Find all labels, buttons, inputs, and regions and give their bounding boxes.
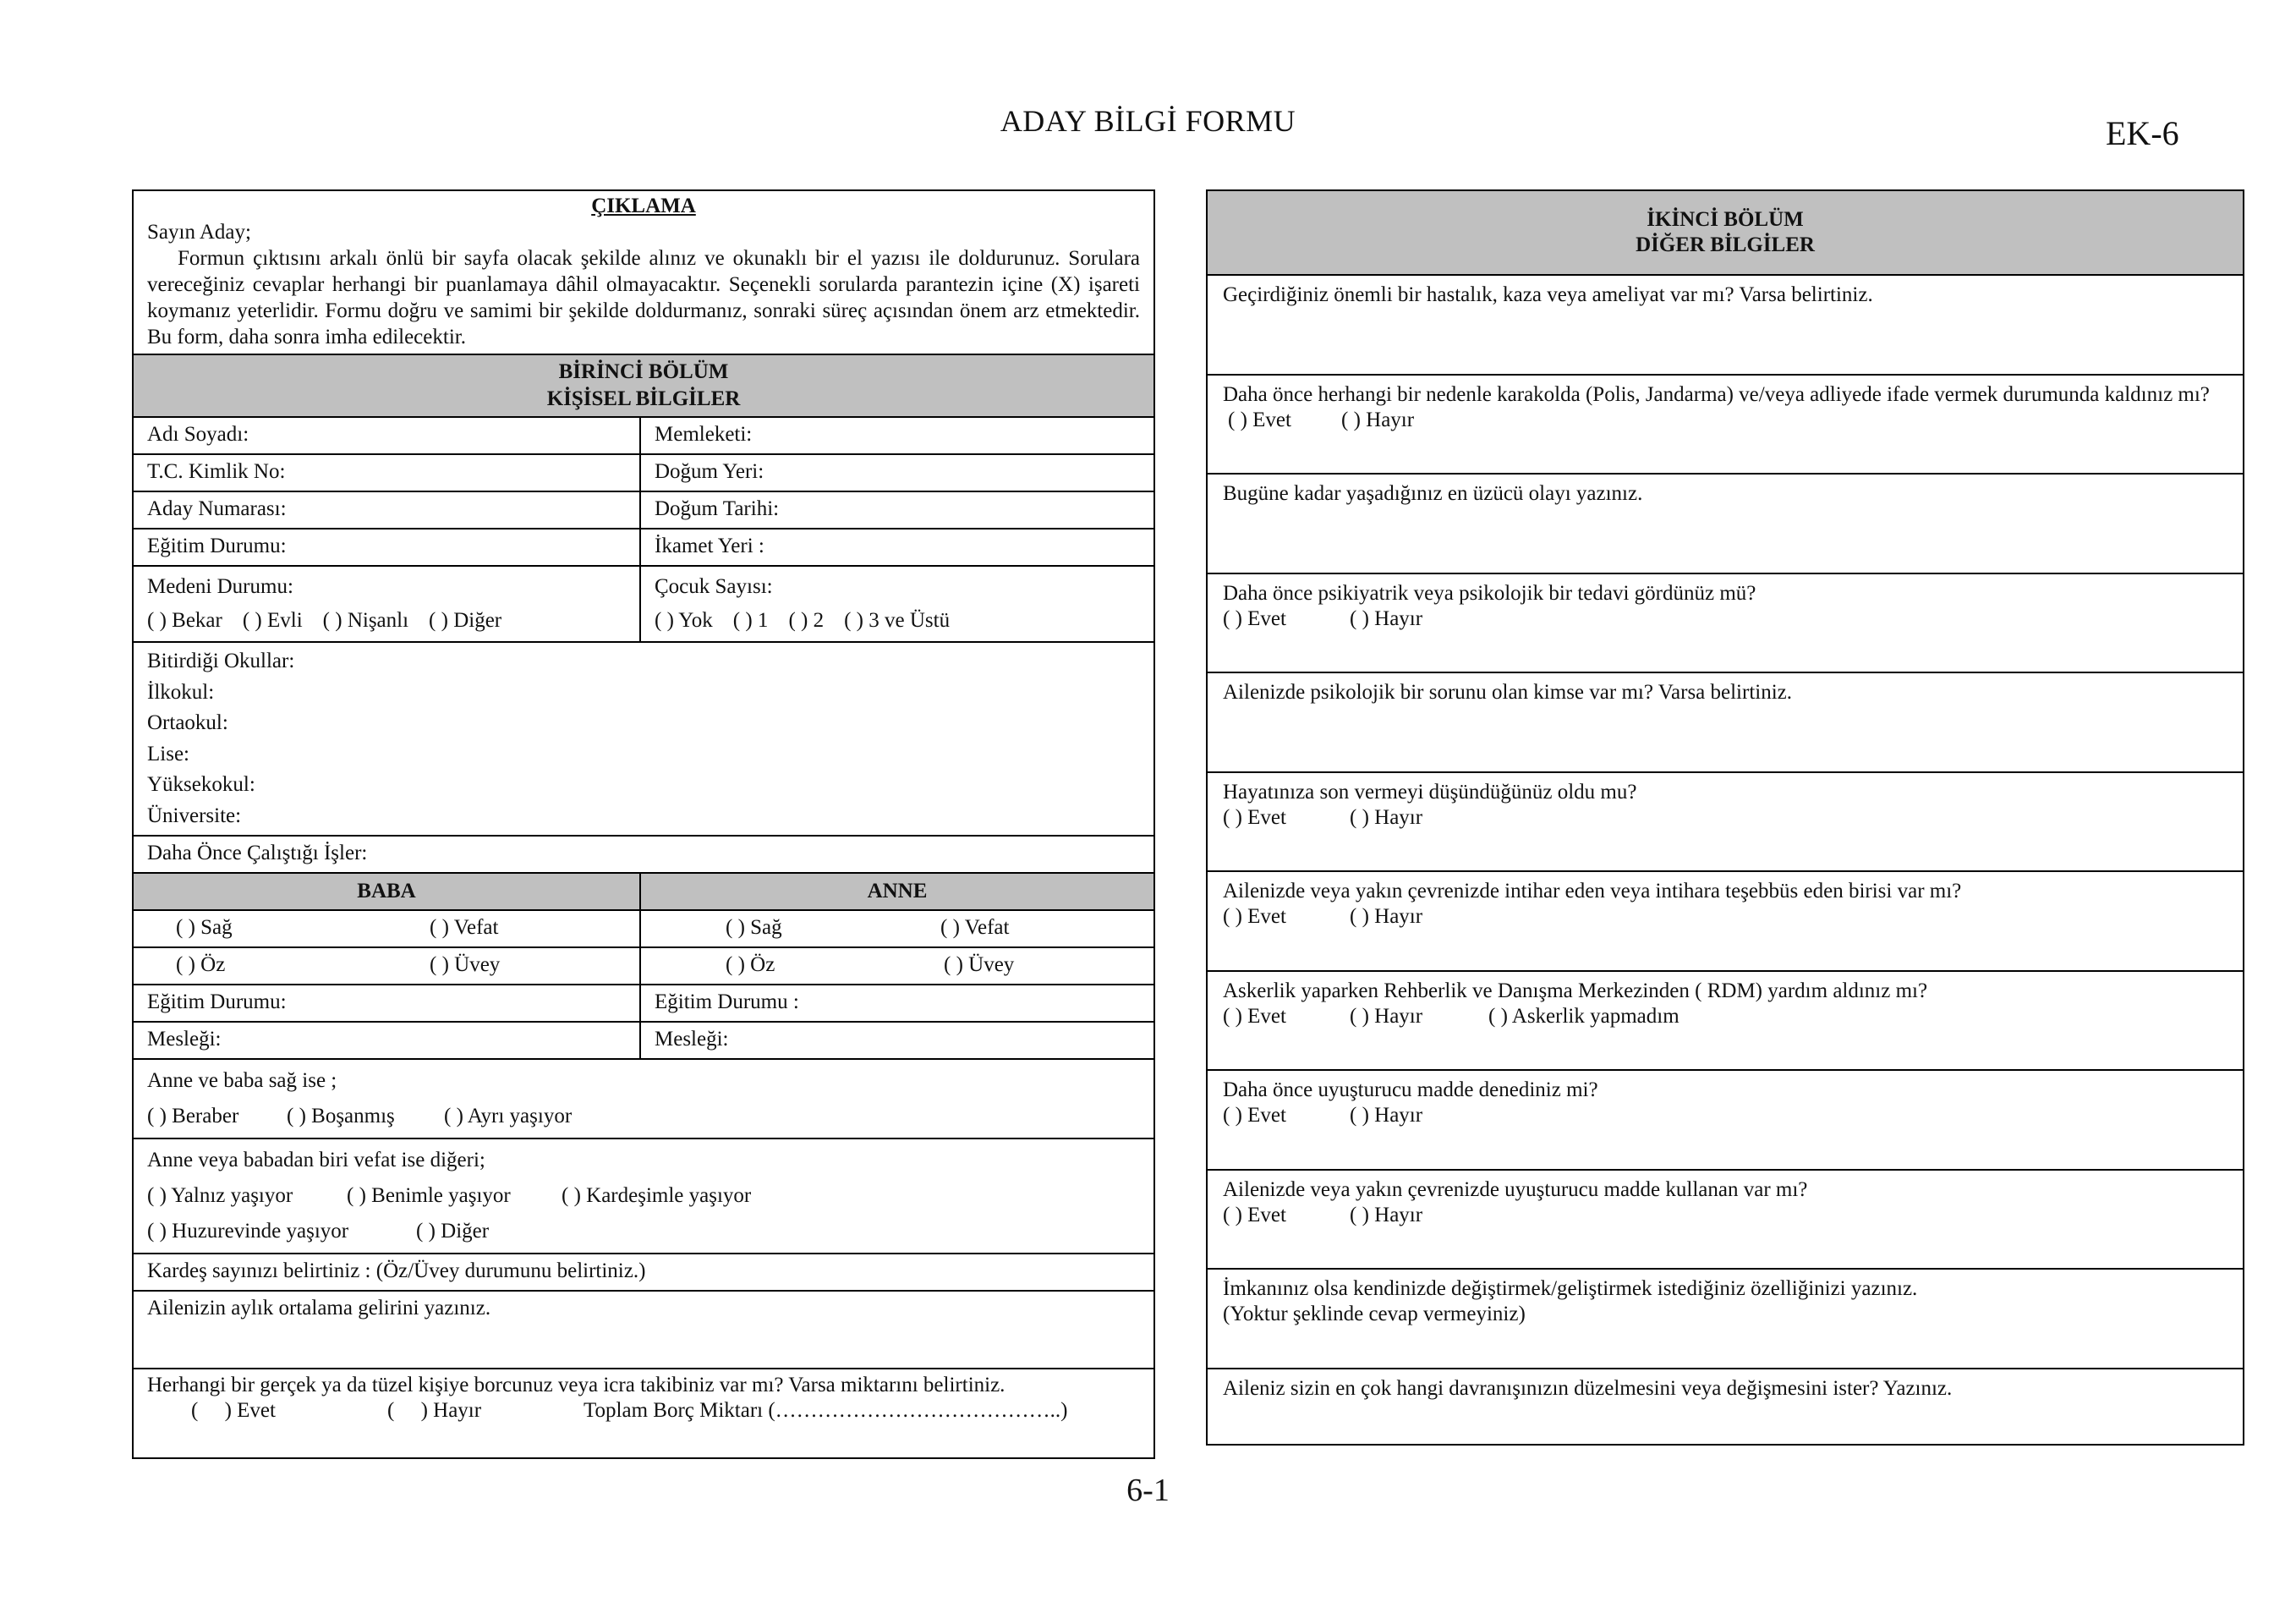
q12-cell[interactable] <box>1207 1369 2244 1445</box>
dogum-yeri-field[interactable]: Doğum Yeri: <box>640 454 1154 491</box>
cocuk-3-option[interactable]: ( ) 3 ve Üstü <box>844 609 951 632</box>
aciklama-box <box>133 190 1154 354</box>
cocuk-sayisi-label: Çocuk Sayısı: <box>655 575 773 598</box>
q6-hayir-option[interactable]: ( ) Hayır <box>1350 806 1423 829</box>
q4-evet-option[interactable]: ( ) Evet <box>1223 607 1286 630</box>
section1-header <box>133 354 1154 417</box>
huzurevinde-option[interactable]: ( ) Huzurevinde yaşıyor <box>147 1220 349 1243</box>
section1-table <box>132 189 1155 1459</box>
aday-numarasi-field[interactable]: Aday Numarası: <box>133 491 640 529</box>
q8-askerlik-yapmadim-option[interactable]: ( ) Askerlik yapmadım <box>1488 1005 1680 1028</box>
q9-text: Daha önce uyuşturucu madde denediniz mi? <box>1223 1078 1598 1101</box>
section1-title: BİRİNCİ BÖLÜM <box>558 360 729 383</box>
q1-text: Geçirdiğiniz önemli bir hastalık, kaza veya ameliyat var mı? Varsa belirtiniz. <box>1223 283 1873 306</box>
q9-cell <box>1207 1070 2244 1170</box>
anne-egitim-field[interactable]: Eğitim Durumu : <box>640 985 1154 1022</box>
q4-hayir-option[interactable]: ( ) Hayır <box>1350 607 1423 630</box>
ayri-yasiyor-option[interactable]: ( ) Ayrı yaşıyor <box>444 1105 573 1127</box>
medeni-bekar-option[interactable]: ( ) Bekar <box>147 609 222 632</box>
baba-uvey-option[interactable]: ( ) Üvey <box>430 953 501 976</box>
annex-label: EK-6 <box>2106 114 2179 152</box>
kardesimle-yasiyor-option[interactable]: ( ) Kardeşimle yaşıyor <box>562 1184 752 1207</box>
memleketi-field[interactable]: Memleketi: <box>640 417 1154 454</box>
vefat-ise-cell <box>133 1138 1154 1254</box>
vefat-ise-label: Anne veya babadan biri vefat ise diğeri; <box>147 1149 485 1171</box>
q9-evet-option[interactable]: ( ) Evet <box>1223 1104 1286 1127</box>
q10-evet-option[interactable]: ( ) Evet <box>1223 1204 1286 1226</box>
q2-hayir-option[interactable]: ( ) Hayır <box>1341 409 1415 431</box>
tc-kimlik-field[interactable]: T.C. Kimlik No: <box>133 454 640 491</box>
beraber-option[interactable]: ( ) Beraber <box>147 1105 239 1127</box>
q1-cell[interactable] <box>1207 275 2244 375</box>
section2-header <box>1207 190 2244 275</box>
aylik-gelir-field[interactable]: Ailenizin aylık ortalama gelirini yazınız. <box>133 1291 1154 1369</box>
borc-miktari-field[interactable]: Toplam Borç Miktarı (…………………………………..) <box>584 1399 1068 1422</box>
page-number: 6-1 <box>1126 1473 1170 1508</box>
borc-evet-option[interactable]: ( ) Evet <box>191 1399 276 1422</box>
q3-text: Bugüne kadar yaşadığınız en üzücü olayı yazınız. <box>1223 482 1643 505</box>
bosanmis-option[interactable]: ( ) Boşanmış <box>287 1105 395 1127</box>
okullar-cell[interactable] <box>133 642 1154 836</box>
aciklama-text: Formun çıktısını arkalı önlü bir sayfa olacak şekilde alınız ve okunaklı bir el yazısı ile doldurunuz. Sorulara vereceğiniz cevaplar herhangi bir puanlamaya dâhil olmayacaktır. Seçenekli sorularda parantezin içine (X) işareti koymanız yeterlidir. Formu doğru ve samimi bir şekilde doldurmanız, sonraki süreç açısından önem arz etmektedir. Bu form, daha sonra imha edilecektir. <box>147 247 1140 348</box>
aciklama-greeting: Sayın Aday; <box>147 221 251 244</box>
q6-cell <box>1207 772 2244 871</box>
q6-text: Hayatınıza son vermeyi düşündüğünüz oldu mu? <box>1223 781 1637 804</box>
section2-table <box>1206 189 2244 1446</box>
page-title: ADAY BİLGİ FORMU <box>1000 104 1296 138</box>
q5-cell[interactable] <box>1207 672 2244 772</box>
q7-text: Ailenizde veya yakın çevrenizde intihar eden veya intihara teşebbüs eden birisi var mı? <box>1223 880 1962 903</box>
medeni-nisanli-option[interactable]: ( ) Nişanlı <box>322 609 409 632</box>
anne-uvey-option[interactable]: ( ) Üvey <box>944 953 1015 976</box>
q8-cell <box>1207 971 2244 1070</box>
borc-question: Herhangi bir gerçek ya da tüzel kişiye borcunuz veya icra takibiniz var mı? Varsa miktarını belirtiniz. <box>147 1374 1006 1396</box>
yuksekokul-label: Yüksekokul: <box>147 773 255 796</box>
adi-soyadi-field[interactable]: Adı Soyadı: <box>133 417 640 454</box>
anne-sag-option[interactable]: ( ) Sağ <box>726 916 782 939</box>
q4-cell <box>1207 573 2244 672</box>
q7-hayir-option[interactable]: ( ) Hayır <box>1350 905 1423 928</box>
q10-text: Ailenizde veya yakın çevrenizde uyuşturucu madde kullanan var mı? <box>1223 1178 1808 1201</box>
anne-header: ANNE <box>640 873 1154 910</box>
baba-sag-option[interactable]: ( ) Sağ <box>176 916 233 939</box>
q3-cell[interactable] <box>1207 474 2244 573</box>
cocuk-2-option[interactable]: ( ) 2 <box>788 609 825 632</box>
okullar-label: Bitirdiği Okullar: <box>147 650 295 672</box>
baba-meslek-field[interactable]: Mesleği: <box>133 1022 640 1059</box>
q11-note: (Yoktur şeklinde cevap vermeyiniz) <box>1223 1303 1526 1325</box>
medeni-diger-option[interactable]: ( ) Diğer <box>429 609 502 632</box>
yalniz-yasiyor-option[interactable]: ( ) Yalnız yaşıyor <box>147 1184 293 1207</box>
baba-vefat-option[interactable]: ( ) Vefat <box>430 916 499 939</box>
baba-oz-option[interactable]: ( ) Öz <box>176 953 226 976</box>
section1-subtitle: KİŞİSEL BİLGİLER <box>546 387 741 410</box>
q11-cell[interactable] <box>1207 1269 2244 1369</box>
cocuk-sayisi-cell <box>640 566 1154 642</box>
q8-evet-option[interactable]: ( ) Evet <box>1223 1005 1286 1028</box>
q6-evet-option[interactable]: ( ) Evet <box>1223 806 1286 829</box>
universite-label: Üniversite: <box>147 804 242 827</box>
anne-meslek-field[interactable]: Mesleği: <box>640 1022 1154 1059</box>
aciklama-title: ÇIKLAMA <box>591 195 696 217</box>
sag-ise-cell <box>133 1059 1154 1138</box>
q4-text: Daha önce psikiyatrik veya psikolojik bir tedavi gördünüz mü? <box>1223 582 1756 605</box>
q2-evet-option[interactable]: ( ) Evet <box>1228 409 1291 431</box>
ikamet-yeri-field[interactable]: İkamet Yeri : <box>640 529 1154 566</box>
borc-hayir-option[interactable]: ( ) Hayır <box>387 1399 482 1422</box>
medeni-durumu-cell <box>133 566 640 642</box>
cocuk-1-option[interactable]: ( ) 1 <box>732 609 769 632</box>
q12-text: Aileniz sizin en çok hangi davranışınızın düzelmesini veya değişmesini ister? Yazınız. <box>1223 1377 1953 1400</box>
kardes-sayisi-field[interactable]: Kardeş sayınızı belirtiniz : (Öz/Üvey durumunu belirtiniz.) <box>133 1254 1154 1291</box>
q11-text: İmkanınız olsa kendinizde değiştirmek/geliştirmek istediğiniz özelliğinizi yazınız. <box>1223 1277 1918 1300</box>
section2-subtitle: DİĞER BİLGİLER <box>1636 233 1815 256</box>
cocuk-yok-option[interactable]: ( ) Yok <box>655 609 713 632</box>
dogum-tarihi-field[interactable]: Doğum Tarihi: <box>640 491 1154 529</box>
medeni-evli-option[interactable]: ( ) Evli <box>242 609 303 632</box>
q8-text: Askerlik yaparken Rehberlik ve Danışma Merkezinden ( RDM) yardım aldınız mı? <box>1223 979 1928 1002</box>
anne-oz-option[interactable]: ( ) Öz <box>726 953 775 976</box>
q5-text: Ailenizde psikolojik bir sorunu olan kimse var mı? Varsa belirtiniz. <box>1223 681 1793 704</box>
lise-label: Lise: <box>147 742 189 765</box>
baba-header: BABA <box>133 873 640 910</box>
q9-hayir-option[interactable]: ( ) Hayır <box>1350 1104 1423 1127</box>
section2-title: İKİNCİ BÖLÜM <box>1647 208 1804 231</box>
vefat-diger-option[interactable]: ( ) Diğer <box>416 1220 490 1243</box>
q2-text: Daha önce herhangi bir nedenle karakolda (Polis, Jandarma) ve/veya adliyede ifade vermek durumunda kaldınız mı? <box>1223 383 2210 406</box>
q7-cell <box>1207 871 2244 971</box>
q2-cell <box>1207 375 2244 474</box>
q10-hayir-option[interactable]: ( ) Hayır <box>1350 1204 1423 1226</box>
sag-ise-label: Anne ve baba sağ ise ; <box>147 1069 337 1092</box>
q10-cell <box>1207 1170 2244 1269</box>
medeni-durumu-label: Medeni Durumu: <box>147 575 293 598</box>
onceki-isler-field[interactable]: Daha Önce Çalıştığı İşler: <box>133 836 1154 873</box>
q8-hayir-option[interactable]: ( ) Hayır <box>1350 1005 1423 1028</box>
ortaokul-label: Ortaokul: <box>147 711 228 734</box>
borc-cell <box>133 1369 1154 1458</box>
benimle-yasiyor-option[interactable]: ( ) Benimle yaşıyor <box>347 1184 511 1207</box>
egitim-durumu-field[interactable]: Eğitim Durumu: <box>133 529 640 566</box>
baba-egitim-field[interactable]: Eğitim Durumu: <box>133 985 640 1022</box>
anne-vefat-option[interactable]: ( ) Vefat <box>940 916 1010 939</box>
q7-evet-option[interactable]: ( ) Evet <box>1223 905 1286 928</box>
ilkokul-label: İlkokul: <box>147 680 215 704</box>
